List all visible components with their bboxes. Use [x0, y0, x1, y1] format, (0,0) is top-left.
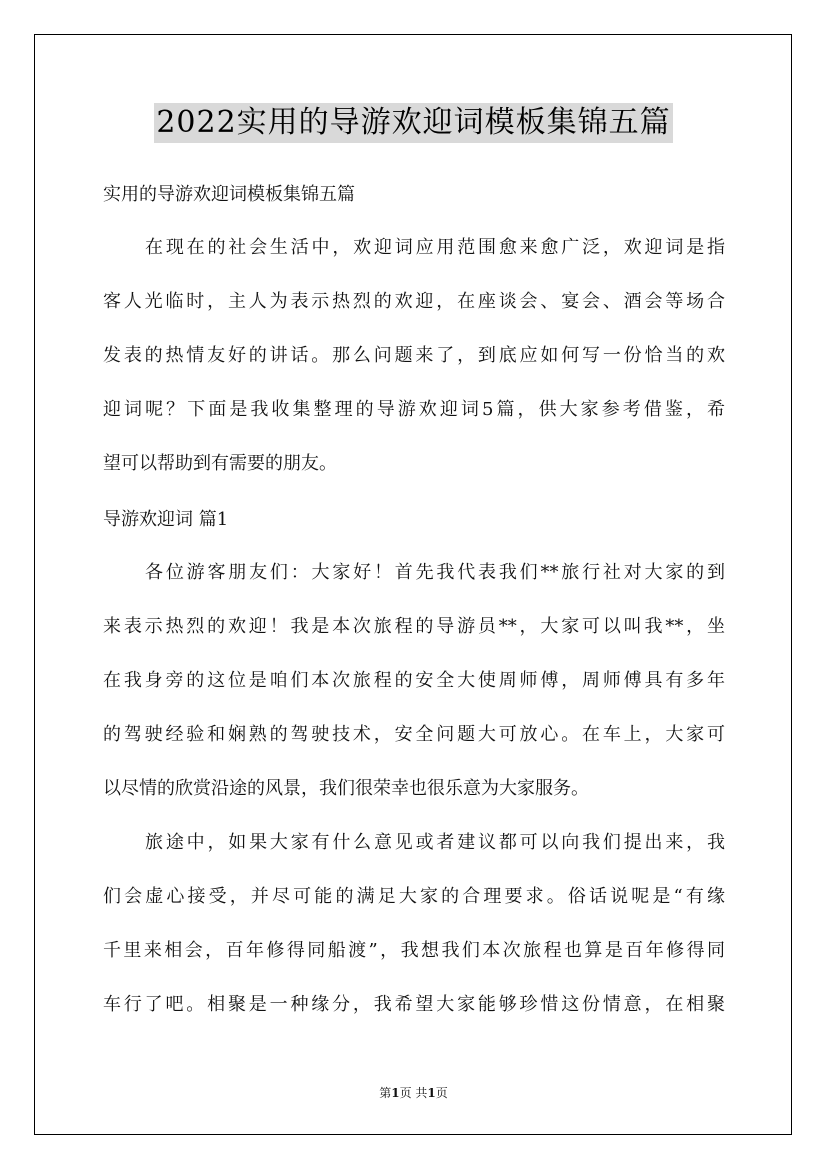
intro-line: 望可以帮助到有需要的朋友。: [103, 453, 337, 474]
intro-line: 在现在的社会生活中，欢迎词应用范围愈来愈广泛，欢迎词是指: [145, 237, 725, 258]
footer-mid: 页 共: [399, 1086, 428, 1100]
footer-total-pages: 1: [427, 1086, 436, 1100]
title-container: [0, 103, 827, 143]
body-line: 车行了吧。相聚是一种缘分，我希望大家能够珍惜这份情意，在相聚: [103, 994, 725, 1015]
body-line: 来表示热烈的欢迎！我是本次旅程的导游员**，大家可以叫我**，坐: [103, 616, 725, 637]
footer-suffix: 页: [435, 1086, 448, 1100]
body-line: 在我身旁的这位是咱们本次旅程的安全大使周师傅，周师傅具有多年: [103, 670, 725, 691]
body-line: 各位游客朋友们：大家好！首先我代表我们**旅行社对大家的到: [145, 562, 725, 583]
intro-line: 迎词呢？下面是我收集整理的导游欢迎词5篇，供大家参考借鉴，希: [103, 399, 725, 420]
body-line: 以尽情的欣赏沿途的风景，我们很荣幸也很乐意为大家服务。: [103, 778, 589, 799]
body-line: 的驾驶经验和娴熟的驾驶技术，安全问题大可放心。在车上，大家可: [103, 724, 725, 745]
body-line: 千里来相会，百年修得同船渡”，我想我们本次旅程也算是百年修得同: [103, 940, 725, 961]
intro-line: 发表的热情友好的讲话。那么问题来了，到底应如何写一份恰当的欢: [103, 345, 725, 366]
intro-line: 客人光临时，主人为表示热烈的欢迎，在座谈会、宴会、酒会等场合: [103, 291, 725, 312]
document-title: 2022实用的导游欢迎词模板集锦五篇: [154, 103, 672, 143]
section-heading: 导游欢迎词 篇1: [103, 509, 229, 530]
page-footer: [0, 1086, 827, 1100]
document-subtitle: 实用的导游欢迎词模板集锦五篇: [103, 184, 355, 205]
body-line: 们会虚心接受，并尽可能的满足大家的合理要求。俗话说呢是“有缘: [103, 886, 725, 907]
body-line: 旅途中，如果大家有什么意见或者建议都可以向我们提出来，我: [145, 832, 725, 853]
footer-prefix: 第: [379, 1086, 392, 1100]
footer-page-number: 1: [391, 1086, 400, 1100]
